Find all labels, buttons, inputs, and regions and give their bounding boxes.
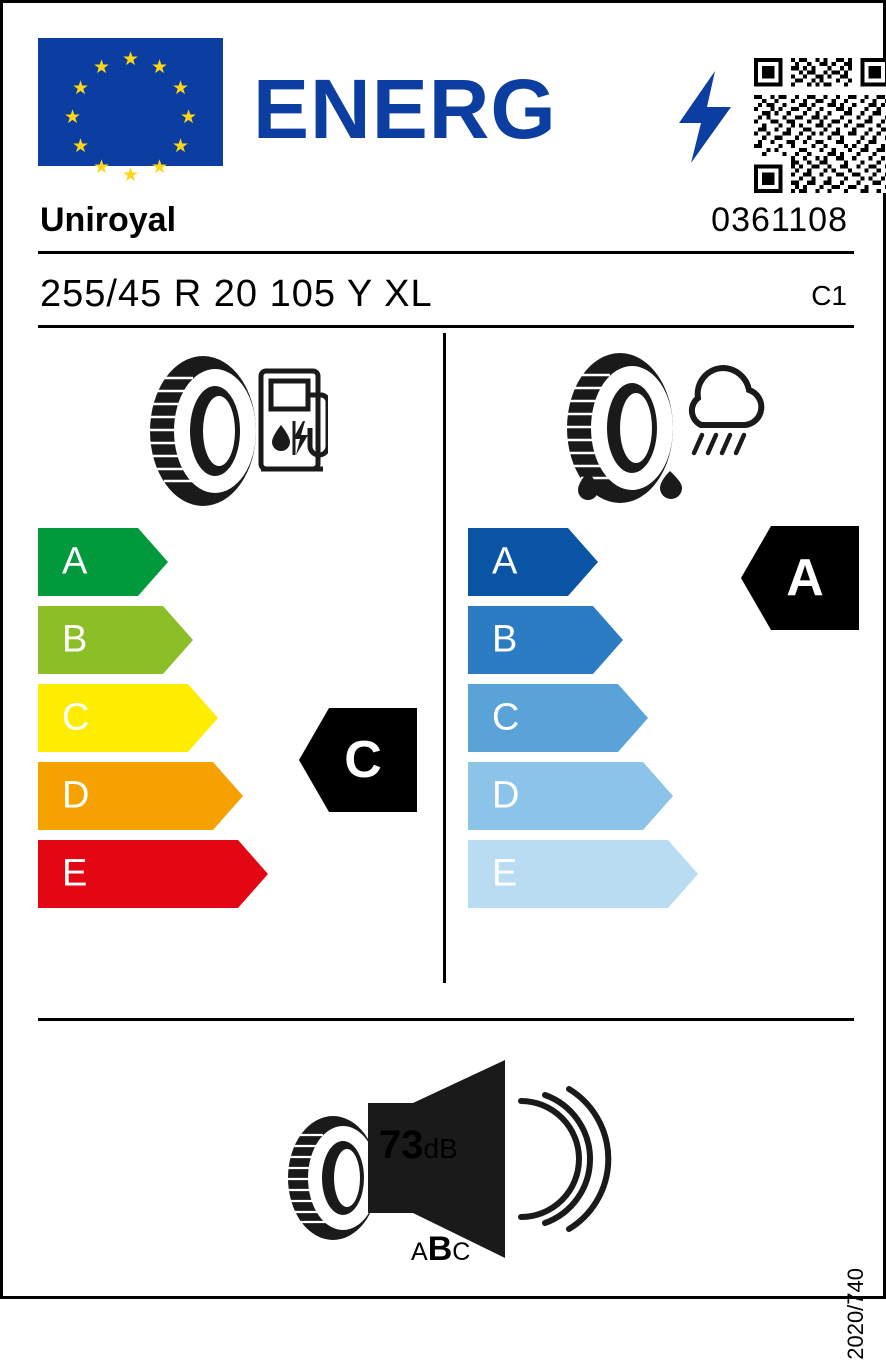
label-header: [38, 33, 854, 186]
noise-class-row: [411, 1230, 470, 1269]
wet-result-badge: [741, 526, 859, 630]
noise-class-a: A: [411, 1238, 428, 1266]
divider-noise: [38, 1018, 854, 1021]
page-title: ENERG: [253, 62, 557, 156]
noise-class-b: B: [427, 1230, 453, 1268]
pictogram-row: [38, 343, 854, 518]
fuel-result-badge: [299, 708, 417, 812]
wet-arrow-a: [468, 528, 598, 596]
supplier-code: 0361108: [711, 201, 848, 239]
fuel-grade-label-b: B: [62, 618, 88, 661]
regulation-reference: 2020/740: [843, 1268, 868, 1360]
wet-grade-label-a: A: [492, 540, 518, 583]
noise-section: [273, 1043, 633, 1268]
fuel-grade-label-e: E: [62, 852, 88, 895]
wet-grade-label-c: C: [492, 696, 520, 739]
wet-grade-label-b: B: [492, 618, 518, 661]
lightning-bolt-icon: [675, 71, 733, 163]
fuel-result-letter: C: [344, 731, 382, 789]
fuel-grade-label-c: C: [62, 696, 90, 739]
brand-name: Uniroyal: [40, 201, 177, 239]
divider-top: [38, 251, 854, 254]
tyre-class: C1: [811, 280, 847, 311]
eu-flag-icon: ★ ★ ★ ★ ★ ★ ★ ★ ★ ★ ★ ★: [38, 38, 223, 166]
noise-db-number: 73: [379, 1123, 424, 1167]
divider-size: [38, 325, 854, 328]
wet-grade-label-e: E: [492, 852, 518, 895]
fuel-grade-label-a: A: [62, 540, 88, 583]
wet-grade-label-d: D: [492, 774, 520, 817]
qr-code-icon: [754, 58, 886, 193]
noise-value: [379, 1123, 458, 1168]
wet-result-letter: A: [786, 549, 824, 607]
fuel-arrow-a: [38, 528, 168, 596]
fuel-pump-tyre-icon: [133, 353, 328, 508]
noise-class-c: C: [452, 1238, 471, 1266]
tyre-size: 255/45 R 20 105 Y XL: [40, 273, 433, 315]
rain-cloud-tyre-icon: [550, 353, 765, 508]
fuel-grade-label-d: D: [62, 774, 90, 817]
noise-db-unit: dB: [423, 1133, 458, 1164]
